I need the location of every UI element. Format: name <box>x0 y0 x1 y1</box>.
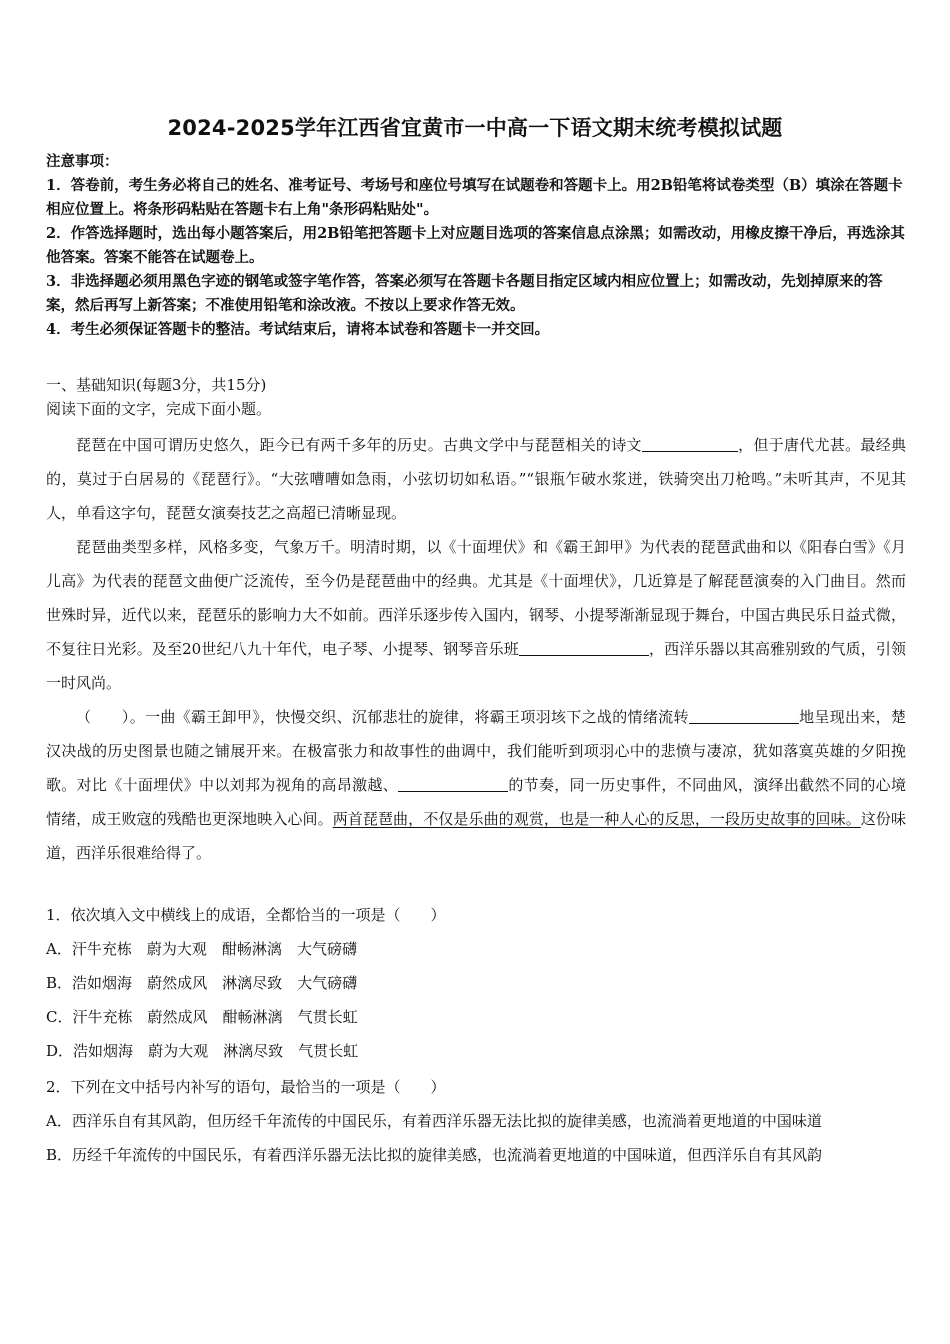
option-d[interactable]: D．浩如烟海 蔚为大观 淋漓尽致 气贯长虹 <box>46 1042 359 1060</box>
answer-blank <box>519 637 649 656</box>
option-a[interactable]: A．西洋乐自有其风韵，但历经千年流传的中国民乐，有着西洋乐器无法比拟的旋律美感，也流淌着更地道的中国味道 <box>46 1112 822 1130</box>
question-2 <box>46 1070 906 1172</box>
question-stem: 2．下列在文中括号内补写的语句，最恰当的一项是（ ） <box>46 1078 446 1096</box>
notice-item: 2．作答选择题时，选出每小题答案后，用2B铅笔把答题卡上对应题目选项的答案信息点涂黑；如需改动，用橡皮擦干净后，再选涂其他答案。答案不能答在试题卷上。 <box>46 225 905 266</box>
passage-paragraph: （ ）。一曲《霸王卸甲》，快慢交织、沉郁悲壮的旋律，将霸王项羽垓下之战的情绪流转 地呈现出来，楚汉决战的历史图景也随之铺展开来。在极富张力和故事性的曲调中，我们能听到项羽心中的悲愤与凄凉，犹如落寞英雄的夕阳挽歌。对比《十面埋伏》中以刘邦为视角的高昂激越、 的节奏，同一历史事件，不同曲风，演绎出截然不同的心境情绪，成王败寇的残酷也更深地映入心间。两首琵琶曲，不仅是乐曲的观赏，也是一种人心的反思，一段历史故事的回味。这份味道，西洋乐很难给得了。 <box>46 700 906 870</box>
option-b[interactable]: B．历经千年流传的中国民乐，有着西洋乐器无法比拟的旋律美感，也流淌着更地道的中国味道，但西洋乐自有其风韵 <box>46 1146 823 1164</box>
question-stem: 1．依次填入文中横线上的成语，全都恰当的一项是（ ） <box>46 906 446 924</box>
reading-instruction: 阅读下面的文字，完成下面小题。 <box>46 400 272 418</box>
answer-blank <box>398 773 508 792</box>
answer-blank <box>642 433 738 452</box>
question-1 <box>46 898 906 1068</box>
page-title: 2024-2025学年江西省宜黄市一中高一下语文期末统考模拟试题 <box>167 116 783 140</box>
passage-paragraph: 琵琶在中国可谓历史悠久，距今已有两千多年的历史。古典文学中与琵琶相关的诗文 ，但于唐代尤甚。最经典的，莫过于白居易的《琵琶行》。“大弦嘈嘈如急雨，小弦切切如私语。”“银瓶乍破水浆迸，铁骑突出刀枪鸣。”未听其声，不见其人，单看这字句，琵琶女演奏技艺之高超已清晰显现。 <box>46 428 906 530</box>
option-b[interactable]: B．浩如烟海 蔚然成风 淋漓尽致 大气磅礴 <box>46 974 358 992</box>
notice-block <box>46 150 908 342</box>
notice-heading: 注意事项： <box>46 153 119 170</box>
notice-item: 3．非选择题必须用黑色字迹的钢笔或签字笔作答，答案必须写在答题卡各题目指定区域内相应位置上；如需改动，先划掉原来的答案，然后再写上新答案；不准使用铅笔和涂改液。不按以上要求作答无效。 <box>46 273 883 314</box>
option-a[interactable]: A．汗牛充栋 蔚为大观 酣畅淋漓 大气磅礴 <box>46 940 357 958</box>
passage-paragraph: 琵琶曲类型多样，风格多变，气象万千。明清时期，以《十面埋伏》和《霸王卸甲》为代表的琵琶武曲和以《阳春白雪》《月儿高》为代表的琵琶文曲便广泛流传，至今仍是琵琶曲中的经典。尤其是《十面埋伏》，几近算是了解琵琶演奏的入门曲目。然而世殊时异，近代以来，琵琶乐的影响力大不如前。西洋乐逐步传入国内，钢琴、小提琴渐渐显现于舞台，中国古典民乐日益式微，不复往日光彩。及至20世纪八九十年代，电子琴、小提琴、钢琴音乐班 ，西洋乐器以其高雅别致的气质，引领一时风尚。 <box>46 538 906 692</box>
reading-passage <box>46 428 906 870</box>
answer-blank <box>689 705 799 724</box>
notice-item: 1．答卷前，考生务必将自己的姓名、准考证号、考场号和座位号填写在试题卷和答题卡上。用2B铅笔将试卷类型（B）填涂在答题卡相应位置上。将条形码粘贴在答题卡右上角"条形码粘贴处"。 <box>46 177 903 218</box>
notice-item: 4．考生必须保证答题卡的整洁。考试结束后，请将本试卷和答题卡一并交回。 <box>46 321 550 338</box>
option-c[interactable]: C．汗牛充栋 蔚然成风 酣畅淋漓 气贯长虹 <box>46 1008 358 1026</box>
underlined-sentence: 两首琵琶曲，不仅是乐曲的观赏，也是一种人心的反思，一段历史故事的回味。 <box>332 810 861 828</box>
section-heading: 一、基础知识(每题3分，共15分) <box>46 376 267 394</box>
